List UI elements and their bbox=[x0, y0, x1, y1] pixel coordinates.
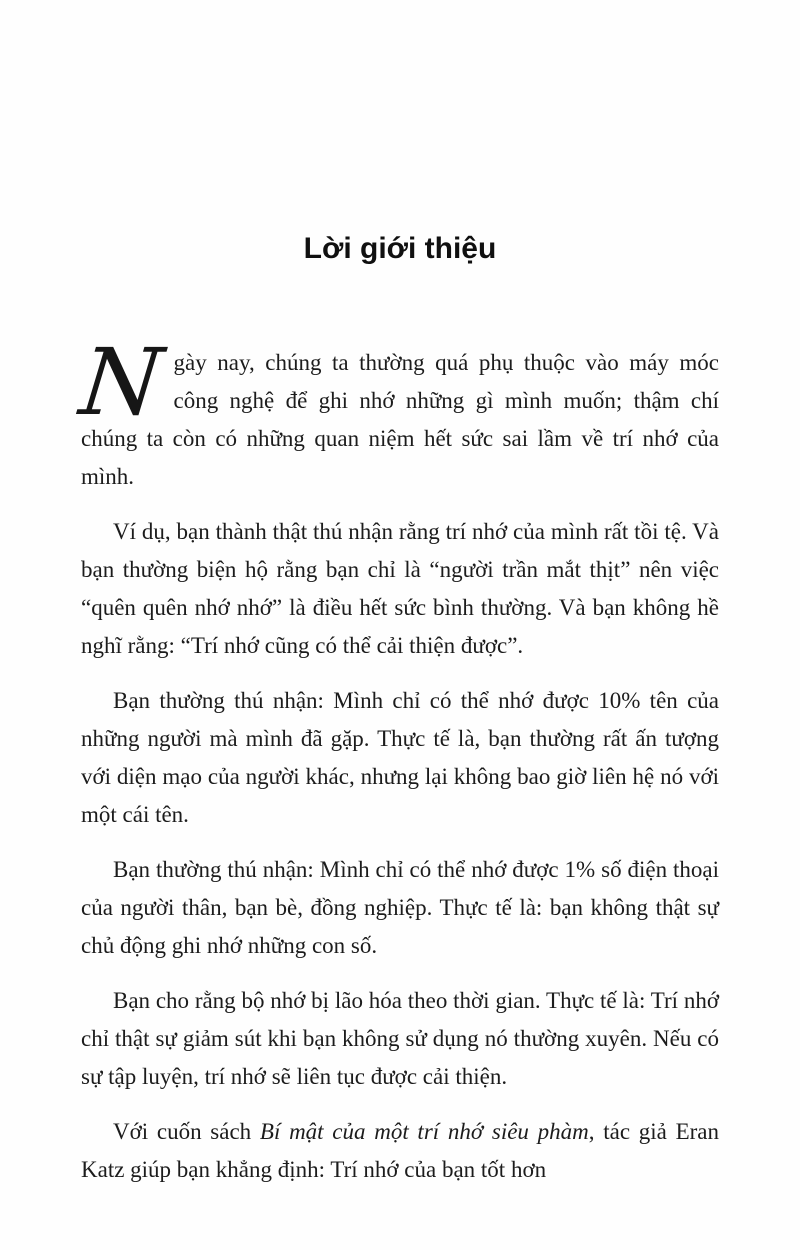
drop-cap-letter: N bbox=[75, 329, 168, 436]
book-title-italic: Bí mật của một trí nhớ siêu phàm bbox=[259, 1119, 589, 1144]
paragraph-example: Ví dụ, bạn thành thật thú nhận rằng trí nhớ của mình rất tồi tệ. Và bạn thường biện hộ rằng bạn chỉ là “người trần mắt thịt” nên việc “quên quên nhớ nhớ” là điều hết sức bình thường. Và bạn không hề nghĩ rằng: “Trí nhớ cũng có thể cải thiện được”. bbox=[81, 519, 719, 658]
paragraph-opening bbox=[75, 329, 719, 496]
paragraph-names: Bạn thường thú nhận: Mình chỉ có thể nhớ được 10% tên của những người mà mình đã gặp. Thực tế là, bạn thường rất ấn tượng với diện mạo của người khác, nhưng lại không bao giờ liên hệ nó với một cái tên. bbox=[81, 688, 719, 827]
paragraph-aging-memory: Bạn cho rằng bộ nhớ bị lão hóa theo thời gian. Thực tế là: Trí nhớ chỉ thật sự giảm sút khi bạn không sử dụng nó thường xuyên. Nếu có sự tập luyện, trí nhớ sẽ liên tục được cải thiện. bbox=[81, 988, 719, 1089]
paragraph-book-intro bbox=[81, 1113, 719, 1189]
paragraph-opening-text: gày nay, chúng ta thường quá phụ thuộc vào máy móc công nghệ để ghi nhớ những gì mình muốn; thậm chí chúng ta còn có những quan niệm hết sức sai lầm về trí nhớ của mình. bbox=[81, 350, 719, 489]
paragraph-book-intro-before: Với cuốn sách bbox=[113, 1119, 260, 1144]
page-title: Lời giới thiệu bbox=[303, 232, 497, 265]
paragraph-book-intro-after: , tác giả Eran Katz giúp bạn khẳng định: Trí nhớ của bạn tốt hơn bbox=[81, 1119, 719, 1182]
paragraph-phone-numbers: Bạn thường thú nhận: Mình chỉ có thể nhớ được 1% số điện thoại của người thân, bạn bè, đồng nghiệp. Thực tế là: bạn không thật sự chủ động ghi nhớ những con số. bbox=[81, 857, 719, 958]
page-body bbox=[75, 329, 719, 1189]
